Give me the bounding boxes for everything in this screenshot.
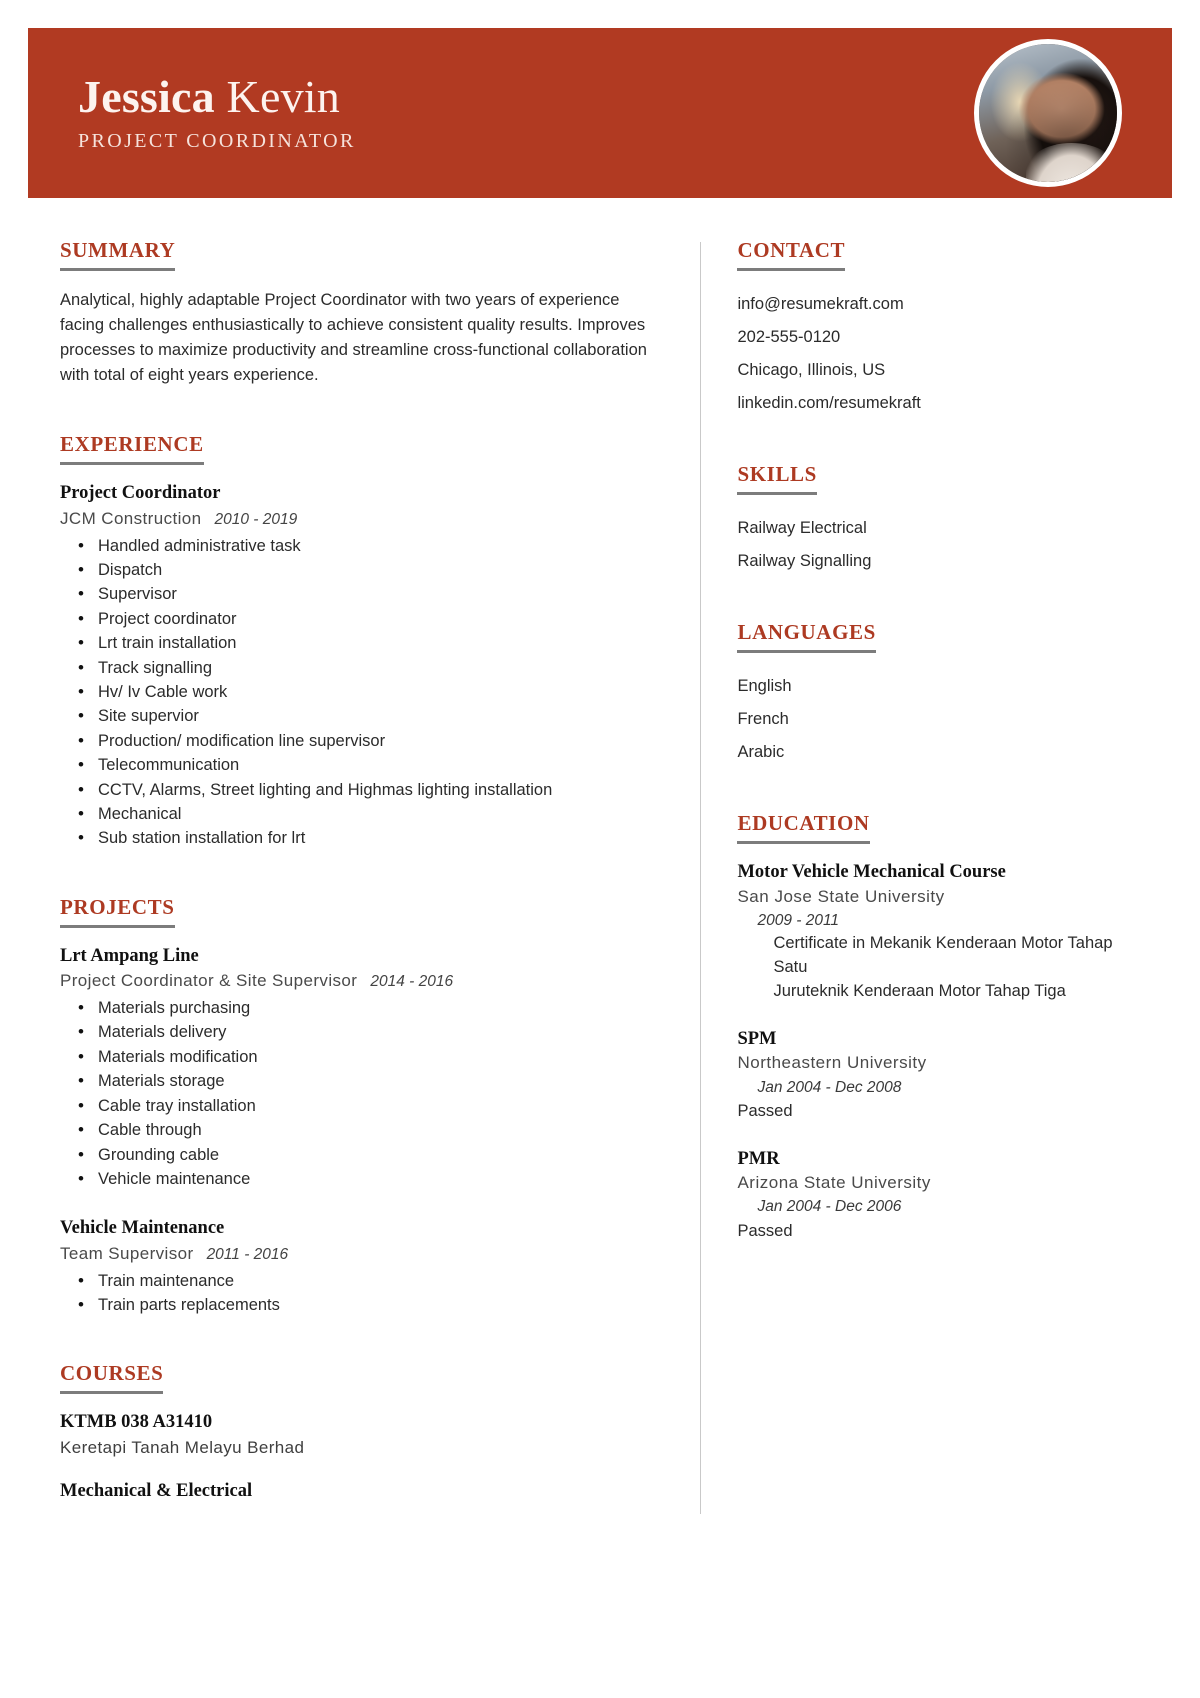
project-date: 2011 - 2016 — [206, 1245, 289, 1263]
education-status: Passed — [737, 1101, 793, 1120]
section-projects — [60, 895, 664, 1318]
project-role: Team Supervisor — [60, 1243, 194, 1263]
list-item: • Handled administrative task — [64, 534, 664, 558]
education-entry — [737, 861, 1142, 1004]
experience-title: Project Coordinator — [60, 483, 221, 504]
section-heading-languages: LANGUAGES — [737, 620, 875, 653]
language-item: English — [737, 677, 792, 695]
contact-location: Chicago, Illinois, US — [737, 361, 886, 379]
list-item: • Hv/ Iv Cable work — [64, 680, 664, 704]
summary-text: Analytical, highly adaptable Project Coordinator with two years of experience facing challenges enthusiastically to achieve consistent quality results. Improves processes to maximize productivity and streamline cross-functional collaboration with total of eight years experience. — [60, 291, 647, 385]
education-date: Jan 2004 - Dec 2008 — [757, 1078, 902, 1096]
list-item: • Lrt train installation — [64, 631, 664, 655]
section-summary — [60, 238, 664, 388]
avatar — [974, 39, 1122, 187]
education-entry — [737, 1028, 1142, 1124]
section-heading-contact: CONTACT — [737, 238, 845, 271]
list-item: • Dispatch — [64, 558, 664, 582]
section-contact — [737, 238, 1142, 420]
resume-header — [28, 28, 1172, 198]
list-item: • Telecommunication — [64, 753, 664, 777]
list-item: • Cable through — [64, 1118, 664, 1142]
experience-subline — [60, 508, 664, 531]
course-entry — [60, 1480, 664, 1503]
section-heading-courses: COURSES — [60, 1361, 163, 1394]
section-education — [737, 811, 1142, 1243]
education-status: Passed — [737, 1221, 793, 1240]
left-column — [28, 238, 700, 1523]
contact-phone[interactable]: 202-555-0120 — [737, 328, 841, 346]
section-heading-skills: SKILLS — [737, 462, 816, 495]
spacer — [60, 1317, 664, 1361]
list-item: • Train maintenance — [64, 1269, 664, 1293]
section-heading-education: EDUCATION — [737, 811, 869, 844]
list-item: • Site supervior — [64, 704, 664, 728]
project-title: Vehicle Maintenance — [60, 1218, 225, 1239]
project-subline — [60, 1243, 664, 1266]
list-item: • Materials delivery — [64, 1020, 664, 1044]
spacer — [60, 388, 664, 432]
list-item: • CCTV, Alarms, Street lighting and Highmas lighting installation — [64, 778, 664, 802]
language-item: French — [737, 710, 789, 728]
list-item: • Project coordinator — [64, 607, 664, 631]
experience-date: 2010 - 2019 — [214, 510, 298, 528]
contact-email[interactable]: info@resumekraft.com — [737, 295, 904, 313]
education-entry — [737, 1148, 1142, 1244]
list-item: • Mechanical — [64, 802, 664, 826]
list-item: • Grounding cable — [64, 1143, 664, 1167]
candidate-name — [78, 70, 974, 122]
section-courses — [60, 1361, 664, 1503]
education-description: Juruteknik Kenderaan Motor Tahap Tiga — [773, 981, 1066, 1000]
spacer — [737, 420, 1142, 462]
list-item: • Track signalling — [64, 656, 664, 680]
spacer — [737, 578, 1142, 620]
skill-item: Railway Signalling — [737, 552, 872, 570]
project-entry — [60, 1217, 664, 1317]
education-degree: Motor Vehicle Mechanical Course — [737, 862, 1006, 882]
contact-linkedin[interactable]: linkedin.com/resumekraft — [737, 394, 921, 412]
education-school: San Jose State University — [737, 886, 945, 906]
list-item: • Cable tray installation — [64, 1094, 664, 1118]
candidate-job-title: PROJECT COORDINATOR — [78, 130, 356, 153]
skill-item: Railway Electrical — [737, 519, 867, 537]
list-item: • Materials storage — [64, 1069, 664, 1093]
last-name: Kevin — [226, 70, 340, 122]
section-heading-experience: EXPERIENCE — [60, 432, 204, 465]
list-item: • Train parts replacements — [64, 1293, 664, 1317]
project-subline — [60, 970, 664, 993]
avatar-photo — [979, 44, 1117, 182]
education-degree: PMR — [737, 1148, 780, 1169]
experience-bullet-list — [64, 534, 664, 851]
education-description: Certificate in Mekanik Kenderaan Motor Tahap Satu — [773, 934, 1113, 976]
list-item: • Materials purchasing — [64, 996, 664, 1020]
list-item: • Supervisor — [64, 582, 664, 606]
education-date: 2009 - 2011 — [757, 911, 840, 929]
spacer — [60, 851, 664, 895]
first-name: Jessica — [78, 70, 215, 122]
section-heading-projects: PROJECTS — [60, 895, 175, 928]
course-provider: Keretapi Tanah Melayu Berhad — [60, 1437, 305, 1457]
section-languages — [737, 620, 1142, 769]
project-title: Lrt Ampang Line — [60, 945, 199, 966]
project-bullet-list — [64, 996, 664, 1191]
project-entry — [60, 945, 664, 1191]
list-item: • Production/ modification line supervisor — [64, 729, 664, 753]
section-experience — [60, 432, 664, 851]
project-bullet-list — [64, 1269, 664, 1318]
education-date: Jan 2004 - Dec 2006 — [757, 1198, 902, 1216]
right-column — [701, 238, 1172, 1523]
experience-entry — [60, 482, 664, 851]
list-item: • Vehicle maintenance — [64, 1167, 664, 1191]
education-school: Arizona State University — [737, 1173, 931, 1193]
list-item: • Materials modification — [64, 1045, 664, 1069]
education-school: Northeastern University — [737, 1053, 927, 1073]
spacer — [737, 769, 1142, 811]
course-entry — [60, 1411, 664, 1459]
project-date: 2014 - 2016 — [370, 973, 454, 991]
spacer — [60, 1191, 664, 1217]
resume-body — [28, 198, 1172, 1523]
header-text-block — [78, 70, 974, 153]
section-skills — [737, 462, 1142, 578]
education-degree: SPM — [737, 1028, 777, 1049]
course-title: KTMB 038 A31410 — [60, 1412, 213, 1433]
course-title: Mechanical & Electrical — [60, 1480, 253, 1501]
experience-organization: JCM Construction — [60, 508, 202, 528]
section-heading-summary: SUMMARY — [60, 238, 175, 271]
project-role: Project Coordinator & Site Supervisor — [60, 971, 358, 991]
language-item: Arabic — [737, 743, 785, 761]
list-item: • Sub station installation for lrt — [64, 826, 664, 850]
